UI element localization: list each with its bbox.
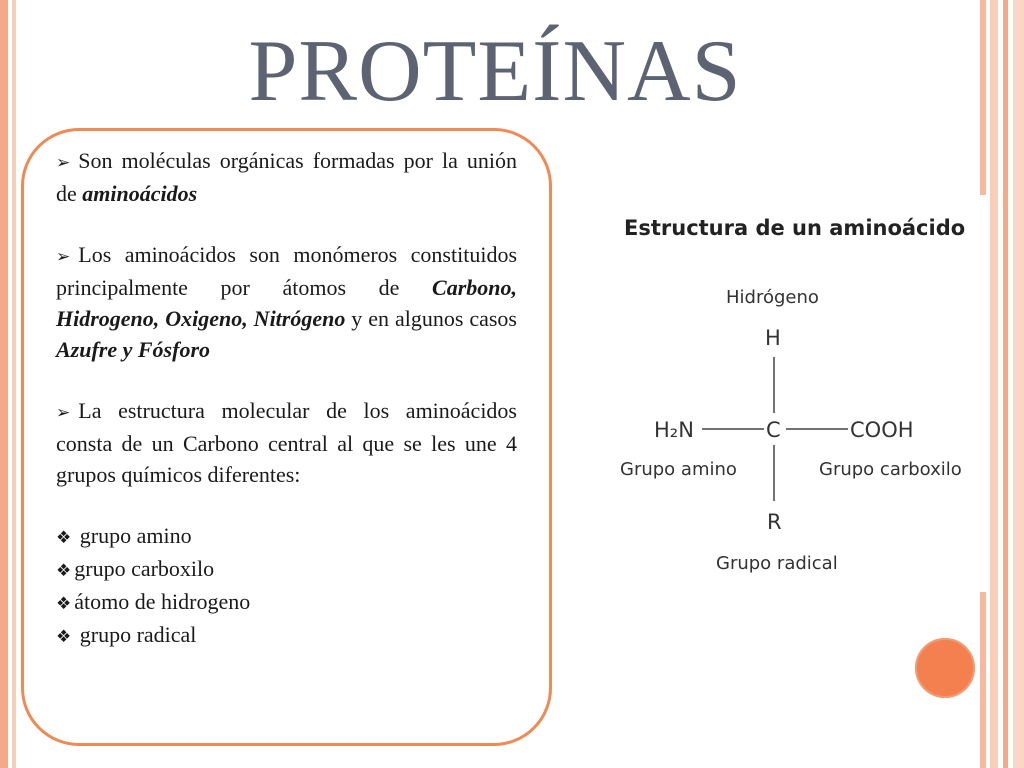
arrow-bullet-icon: ➢ bbox=[56, 403, 71, 422]
decorative-dot bbox=[915, 638, 975, 698]
slide-title: PROTEÍNAS bbox=[248, 23, 742, 120]
diagram-atom-h: H bbox=[765, 326, 781, 350]
diamond-bullet-icon: ❖ bbox=[56, 627, 72, 646]
slide-border-right-c bbox=[1003, 0, 1008, 768]
list-item: ❖ átomo de hidrogeno bbox=[56, 589, 251, 614]
list-item: ❖ grupo amino bbox=[56, 523, 192, 548]
arrow-bullet-icon: ➢ bbox=[56, 247, 71, 266]
diamond-bullet-icon: ❖ bbox=[56, 561, 72, 580]
paragraph-definition: ➢ Son moléculas orgánicas formadas por la unión de aminoácidos bbox=[56, 148, 517, 206]
amino-acid-diagram bbox=[576, 197, 980, 593]
slide-border-right-low bbox=[980, 592, 986, 768]
diamond-bullet-icon: ❖ bbox=[56, 528, 72, 547]
diamond-bullet-icon: ❖ bbox=[56, 594, 72, 613]
diagram-label-hidrogeno: Hidrógeno bbox=[726, 287, 819, 308]
arrow-bullet-icon: ➢ bbox=[56, 153, 71, 172]
slide-border-right-b bbox=[990, 0, 998, 768]
diagram-label-grupo-carboxilo: Grupo carboxilo bbox=[819, 459, 962, 480]
paragraph-monomers: ➢ Los aminoácidos son monómeros constituidos principalmente por átomos de Carbono, Hidrogeno, Oxigeno, Nitrógeno y en algunos casos Azufre y Fósforo bbox=[56, 242, 517, 362]
paragraph-structure: ➢ La estructura molecular de los aminoácidos consta de un Carbono central al que se les une 4 grupos químicos diferentes: bbox=[56, 398, 517, 487]
diagram-label-grupo-radical: Grupo radical bbox=[716, 553, 838, 574]
slide-border-right-d bbox=[1013, 0, 1024, 768]
diagram-label-grupo-amino: Grupo amino bbox=[620, 459, 737, 480]
content-text bbox=[56, 145, 517, 652]
list-item: ❖ grupo radical bbox=[56, 622, 197, 647]
diagram-atom-cooh: COOH bbox=[850, 418, 914, 442]
groups-list bbox=[56, 520, 517, 652]
diagram-atom-nh2: H₂N bbox=[654, 418, 694, 442]
diagram-title: Estructura de un aminoácido bbox=[624, 216, 966, 240]
diagram-atom-c: C bbox=[766, 418, 781, 442]
amino-acid-diagram-svg bbox=[576, 197, 980, 593]
diagram-atom-r: R bbox=[767, 510, 782, 534]
list-item: ❖ grupo carboxilo bbox=[56, 556, 215, 581]
